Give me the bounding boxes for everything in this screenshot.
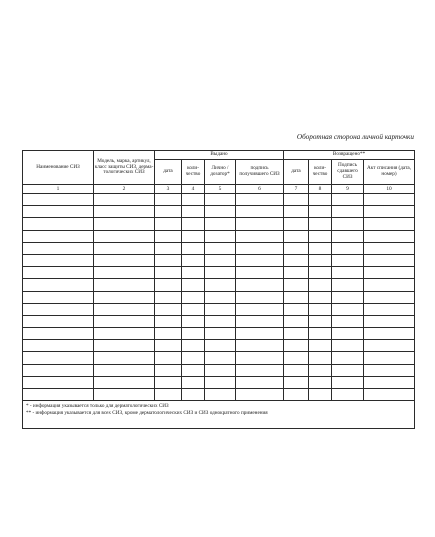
entry-cell[interactable] bbox=[205, 364, 236, 376]
entry-cell[interactable] bbox=[182, 389, 205, 401]
entry-cell[interactable] bbox=[23, 206, 94, 218]
entry-cell[interactable] bbox=[205, 352, 236, 364]
entry-cell[interactable] bbox=[94, 303, 155, 315]
entry-cell[interactable] bbox=[284, 218, 309, 230]
entry-cell[interactable] bbox=[364, 194, 415, 206]
entry-cell[interactable] bbox=[23, 254, 94, 266]
entry-cell[interactable] bbox=[309, 364, 332, 376]
entry-cell[interactable] bbox=[182, 254, 205, 266]
header-model: Модель, марка, артикул, класс защиты СИЗ, дерма-тологических СИЗ bbox=[94, 151, 155, 185]
header-writeoff-act: Акт списания (дата, номер) bbox=[364, 160, 415, 185]
entry-cell[interactable] bbox=[94, 218, 155, 230]
entry-cell[interactable] bbox=[284, 389, 309, 401]
entry-cell[interactable] bbox=[23, 279, 94, 291]
entry-cell[interactable] bbox=[364, 376, 415, 388]
entry-cell[interactable] bbox=[284, 267, 309, 279]
entry-cell[interactable] bbox=[332, 352, 364, 364]
entry-cell[interactable] bbox=[364, 242, 415, 254]
entry-cell[interactable] bbox=[332, 389, 364, 401]
entry-cell[interactable] bbox=[236, 340, 284, 352]
entry-cell[interactable] bbox=[364, 267, 415, 279]
table-row bbox=[23, 340, 415, 352]
entry-cell[interactable] bbox=[364, 389, 415, 401]
entry-cell[interactable] bbox=[236, 328, 284, 340]
header-issued-quantity: коли-чество bbox=[182, 160, 205, 185]
entry-cell[interactable] bbox=[284, 230, 309, 242]
column-number: 6 bbox=[236, 185, 284, 194]
entry-cell[interactable] bbox=[182, 242, 205, 254]
entry-cell[interactable] bbox=[236, 194, 284, 206]
entry-cell[interactable] bbox=[309, 206, 332, 218]
entry-cell[interactable] bbox=[332, 340, 364, 352]
header-returned-signature: Подпись сдавшего СИЗ bbox=[332, 160, 364, 185]
entry-cell[interactable] bbox=[332, 230, 364, 242]
entry-cell[interactable] bbox=[182, 303, 205, 315]
entry-cell[interactable] bbox=[23, 242, 94, 254]
entry-cell[interactable] bbox=[155, 194, 182, 206]
column-number: 5 bbox=[205, 185, 236, 194]
footnote-returned: ** - информация указывается для всех СИЗ, кроме дерматологических СИЗ и СИЗ однократного применения bbox=[26, 409, 268, 416]
column-number: 8 bbox=[309, 185, 332, 194]
entry-cell[interactable] bbox=[332, 194, 364, 206]
entry-cell[interactable] bbox=[309, 267, 332, 279]
entry-cell[interactable] bbox=[205, 389, 236, 401]
entry-cell[interactable] bbox=[23, 364, 94, 376]
entry-cell[interactable] bbox=[332, 267, 364, 279]
entry-cell[interactable] bbox=[155, 206, 182, 218]
entry-cell[interactable] bbox=[284, 364, 309, 376]
entry-cell[interactable] bbox=[364, 206, 415, 218]
entry-cell[interactable] bbox=[94, 230, 155, 242]
entry-cell[interactable] bbox=[332, 303, 364, 315]
entry-cell[interactable] bbox=[155, 267, 182, 279]
entry-cell[interactable] bbox=[364, 315, 415, 327]
entry-cell[interactable] bbox=[205, 267, 236, 279]
entry-cell[interactable] bbox=[332, 315, 364, 327]
entry-cell[interactable] bbox=[284, 206, 309, 218]
entry-cell[interactable] bbox=[284, 376, 309, 388]
entry-cell[interactable] bbox=[23, 218, 94, 230]
entry-cell[interactable] bbox=[205, 242, 236, 254]
entry-cell[interactable] bbox=[364, 279, 415, 291]
entry-cell[interactable] bbox=[94, 279, 155, 291]
entry-cell[interactable] bbox=[284, 315, 309, 327]
entry-cell[interactable] bbox=[155, 376, 182, 388]
entry-cell[interactable] bbox=[182, 279, 205, 291]
entry-cell[interactable] bbox=[236, 364, 284, 376]
entry-cell[interactable] bbox=[309, 340, 332, 352]
entry-cell[interactable] bbox=[332, 279, 364, 291]
entry-cell[interactable] bbox=[284, 254, 309, 266]
entry-cell[interactable] bbox=[332, 218, 364, 230]
entry-cell[interactable] bbox=[182, 206, 205, 218]
entry-cell[interactable] bbox=[205, 254, 236, 266]
entry-cell[interactable] bbox=[309, 279, 332, 291]
table-row bbox=[23, 206, 415, 218]
entry-cell[interactable] bbox=[94, 389, 155, 401]
entry-cell[interactable] bbox=[205, 206, 236, 218]
entry-cell[interactable] bbox=[309, 352, 332, 364]
entry-cell[interactable] bbox=[364, 340, 415, 352]
entry-cell[interactable] bbox=[23, 315, 94, 327]
ppe-issue-table bbox=[22, 150, 415, 429]
table-row bbox=[23, 230, 415, 242]
entry-cell[interactable] bbox=[94, 364, 155, 376]
entry-cell[interactable] bbox=[182, 315, 205, 327]
entry-cell[interactable] bbox=[23, 328, 94, 340]
column-number: 7 bbox=[284, 185, 309, 194]
header-issued: Выдано bbox=[155, 151, 284, 160]
entry-cell[interactable] bbox=[94, 291, 155, 303]
entry-cell[interactable] bbox=[182, 328, 205, 340]
entry-cell[interactable] bbox=[205, 328, 236, 340]
table-row bbox=[23, 352, 415, 364]
entry-cell[interactable] bbox=[182, 352, 205, 364]
entry-cell[interactable] bbox=[205, 194, 236, 206]
entry-cell[interactable] bbox=[284, 194, 309, 206]
entry-cell[interactable] bbox=[205, 291, 236, 303]
entry-cell[interactable] bbox=[23, 376, 94, 388]
table-row bbox=[23, 279, 415, 291]
entry-cell[interactable] bbox=[23, 230, 94, 242]
header-issued-personally-dispenser: Лично / дозатор* bbox=[205, 160, 236, 185]
entry-cell[interactable] bbox=[155, 230, 182, 242]
entry-cell[interactable] bbox=[205, 315, 236, 327]
entry-cell[interactable] bbox=[332, 206, 364, 218]
entry-cell[interactable] bbox=[155, 340, 182, 352]
entry-cell[interactable] bbox=[94, 254, 155, 266]
entry-cell[interactable] bbox=[155, 352, 182, 364]
entry-cell[interactable] bbox=[205, 230, 236, 242]
header-issued-signature: подпись получившего СИЗ bbox=[236, 160, 284, 185]
entry-cell[interactable] bbox=[155, 364, 182, 376]
entry-cell[interactable] bbox=[309, 328, 332, 340]
entry-cell[interactable] bbox=[155, 279, 182, 291]
entry-cell[interactable] bbox=[332, 364, 364, 376]
entry-cell[interactable] bbox=[332, 291, 364, 303]
column-number: 4 bbox=[182, 185, 205, 194]
entry-cell[interactable] bbox=[309, 291, 332, 303]
entry-cell[interactable] bbox=[205, 376, 236, 388]
entry-cell[interactable] bbox=[236, 376, 284, 388]
entry-cell[interactable] bbox=[364, 230, 415, 242]
entry-cell[interactable] bbox=[364, 352, 415, 364]
entry-cell[interactable] bbox=[94, 376, 155, 388]
entry-cell[interactable] bbox=[182, 218, 205, 230]
entry-cell[interactable] bbox=[155, 291, 182, 303]
column-number-row bbox=[23, 185, 415, 194]
entry-cell[interactable] bbox=[332, 254, 364, 266]
entry-cell[interactable] bbox=[23, 303, 94, 315]
column-number: 9 bbox=[332, 185, 364, 194]
entry-cell[interactable] bbox=[236, 242, 284, 254]
entry-cell[interactable] bbox=[155, 389, 182, 401]
ppe-issue-form bbox=[22, 150, 414, 429]
entry-cell[interactable] bbox=[182, 291, 205, 303]
entry-cell[interactable] bbox=[23, 267, 94, 279]
entry-cell[interactable] bbox=[364, 291, 415, 303]
entry-cell[interactable] bbox=[309, 194, 332, 206]
entry-cell[interactable] bbox=[23, 340, 94, 352]
table-row bbox=[23, 242, 415, 254]
entry-cell[interactable] bbox=[284, 303, 309, 315]
table-row bbox=[23, 194, 415, 206]
entry-cell[interactable] bbox=[309, 230, 332, 242]
entry-cell[interactable] bbox=[309, 242, 332, 254]
table-row bbox=[23, 291, 415, 303]
entry-cell[interactable] bbox=[364, 303, 415, 315]
entry-cell[interactable] bbox=[182, 376, 205, 388]
entry-cell[interactable] bbox=[236, 291, 284, 303]
entry-cell[interactable] bbox=[332, 242, 364, 254]
footnote-dermatological: * - информация указывается только для дерматологических СИЗ bbox=[26, 403, 169, 410]
entry-cell[interactable] bbox=[236, 230, 284, 242]
entry-cell[interactable] bbox=[23, 194, 94, 206]
entry-cell[interactable] bbox=[309, 315, 332, 327]
entry-cell[interactable] bbox=[155, 242, 182, 254]
table-row bbox=[23, 267, 415, 279]
entry-cell[interactable] bbox=[155, 254, 182, 266]
entry-cell[interactable] bbox=[236, 267, 284, 279]
entry-cell[interactable] bbox=[364, 218, 415, 230]
entry-cell[interactable] bbox=[23, 389, 94, 401]
header-issued-date: дата bbox=[155, 160, 182, 185]
entry-cell[interactable] bbox=[309, 389, 332, 401]
entry-cell[interactable] bbox=[284, 328, 309, 340]
header-returned: Возвращено** bbox=[284, 151, 415, 160]
entry-cell[interactable] bbox=[182, 364, 205, 376]
column-number: 3 bbox=[155, 185, 182, 194]
entry-cell[interactable] bbox=[284, 352, 309, 364]
entry-cell[interactable] bbox=[236, 352, 284, 364]
entry-cell[interactable] bbox=[332, 376, 364, 388]
footnotes bbox=[23, 401, 415, 429]
column-number: 10 bbox=[364, 185, 415, 194]
entry-cell[interactable] bbox=[284, 340, 309, 352]
entry-cell[interactable] bbox=[205, 279, 236, 291]
entry-cell[interactable] bbox=[236, 218, 284, 230]
entry-cell[interactable] bbox=[182, 267, 205, 279]
entry-cell[interactable] bbox=[155, 303, 182, 315]
entry-cell[interactable] bbox=[236, 303, 284, 315]
entry-cell[interactable] bbox=[236, 206, 284, 218]
entry-cell[interactable] bbox=[364, 364, 415, 376]
entry-cell[interactable] bbox=[94, 242, 155, 254]
entry-cell[interactable] bbox=[364, 254, 415, 266]
entry-cell[interactable] bbox=[94, 352, 155, 364]
header-returned-date: дата bbox=[284, 160, 309, 185]
entry-cell[interactable] bbox=[236, 254, 284, 266]
header-ppe-name: Наименование СИЗ bbox=[23, 151, 94, 185]
entry-cell[interactable] bbox=[155, 328, 182, 340]
entry-cell[interactable] bbox=[23, 352, 94, 364]
table-row bbox=[23, 389, 415, 401]
entry-cell[interactable] bbox=[309, 218, 332, 230]
card-side-caption: Оборотная сторона личной карточки bbox=[296, 133, 414, 141]
table-row bbox=[23, 364, 415, 376]
entry-cell[interactable] bbox=[94, 315, 155, 327]
table-row bbox=[23, 218, 415, 230]
table-row bbox=[23, 254, 415, 266]
entry-cell[interactable] bbox=[205, 340, 236, 352]
entry-cell[interactable] bbox=[182, 230, 205, 242]
entry-cell[interactable] bbox=[284, 279, 309, 291]
entry-cell[interactable] bbox=[364, 328, 415, 340]
entry-cell[interactable] bbox=[94, 194, 155, 206]
entry-cell[interactable] bbox=[236, 279, 284, 291]
entry-cell[interactable] bbox=[205, 303, 236, 315]
entry-cell[interactable] bbox=[94, 340, 155, 352]
entry-cell[interactable] bbox=[205, 218, 236, 230]
entry-cell[interactable] bbox=[284, 291, 309, 303]
entry-cell[interactable] bbox=[94, 206, 155, 218]
entry-cell[interactable] bbox=[332, 328, 364, 340]
entry-cell[interactable] bbox=[236, 389, 284, 401]
column-number: 2 bbox=[94, 185, 155, 194]
entry-cell[interactable] bbox=[309, 254, 332, 266]
entry-cell[interactable] bbox=[309, 376, 332, 388]
entry-cell[interactable] bbox=[309, 303, 332, 315]
table-row bbox=[23, 315, 415, 327]
column-number: 1 bbox=[23, 185, 94, 194]
entry-cell[interactable] bbox=[182, 340, 205, 352]
table-row bbox=[23, 303, 415, 315]
entry-cell[interactable] bbox=[23, 291, 94, 303]
header-returned-quantity: коли-чество bbox=[309, 160, 332, 185]
entry-cell[interactable] bbox=[182, 194, 205, 206]
entry-cell[interactable] bbox=[155, 315, 182, 327]
table-row bbox=[23, 328, 415, 340]
entry-cell[interactable] bbox=[155, 218, 182, 230]
entry-cell[interactable] bbox=[94, 328, 155, 340]
entry-cell[interactable] bbox=[94, 267, 155, 279]
table-row bbox=[23, 376, 415, 388]
entry-cell[interactable] bbox=[284, 242, 309, 254]
entry-cell[interactable] bbox=[236, 315, 284, 327]
